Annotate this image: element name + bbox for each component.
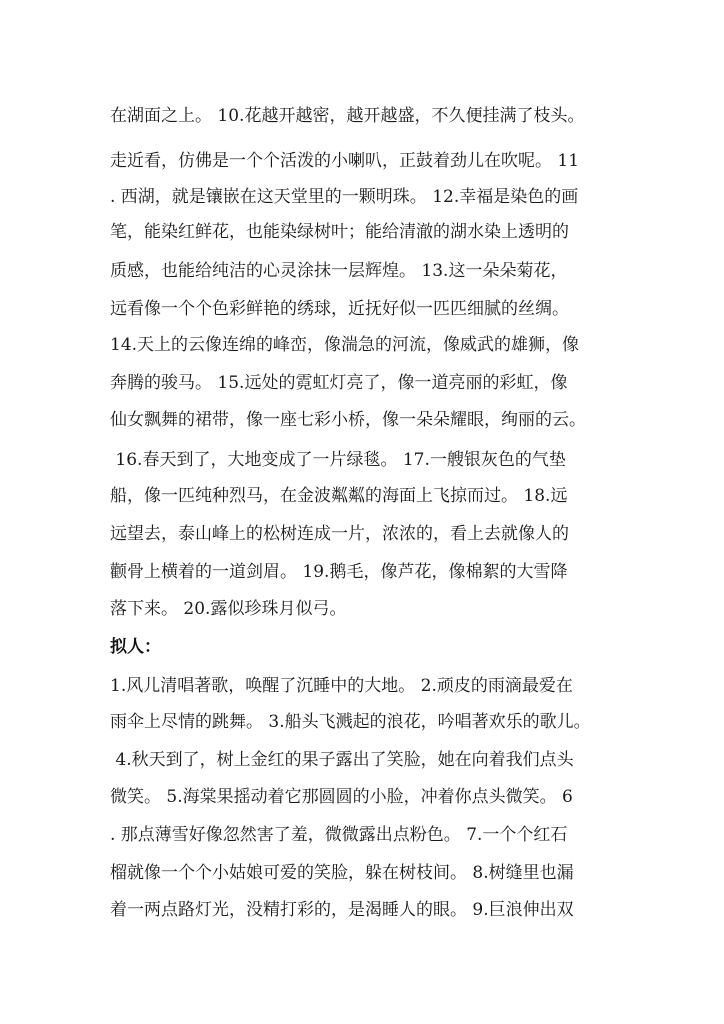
text-line: 在湖面之上。 10.花越开越密，越开越盛，不久便挂满了枝头。 <box>110 106 585 126</box>
text-line: 榴就像一个个小姑娘可爱的笑脸，躲在树枝间。 8.树缝里也漏 <box>110 863 574 883</box>
text-line: 着一两点路灯光，没精打彩的，是渴睡人的眼。 9.巨浪伸出双 <box>110 900 574 920</box>
text-line: 16.春天到了，大地变成了一片绿毯。 17.一艘银灰色的气垫 <box>110 450 566 470</box>
text-line: 仙女飘舞的裙带，像一座七彩小桥，像一朵朵耀眼，绚丽的云。 <box>110 410 586 430</box>
text-line: 1.风儿清唱著歌，唤醒了沉睡中的大地。 2.顽皮的雨滴最爱在 <box>110 676 573 696</box>
text-line: 质感，也能给纯洁的心灵涂抹一层辉煌。 13.这一朵朵菊花， <box>110 261 568 281</box>
text-line: 4.秋天到了，树上金红的果子露出了笑脸，她在向着我们点头 <box>110 750 574 770</box>
text-line: 雨伞上尽情的跳舞。 3.船头飞溅起的浪花，吟唱著欢乐的歌儿。 <box>110 712 591 732</box>
text-line: 14.天上的云像连绵的峰峦，像湍急的河流，像威武的雄狮，像 <box>110 335 580 355</box>
text-line: . 西湖，就是镶嵌在这天堂里的一颗明珠。 12.幸福是染色的画 <box>110 187 579 207</box>
text-line: 微笑。 5.海棠果摇动着它那圆圆的小脸，冲着你点头微笑。 6 <box>110 787 573 807</box>
text-line: 笔，能染红鲜花，也能染绿树叶；能给清澈的湖水染上透明的 <box>110 222 569 242</box>
text-line: 远看像一个个色彩鲜艳的绣球，近抚好似一匹匹细腻的丝绸。 <box>110 299 569 319</box>
section-heading-personification: 拟人： <box>110 637 161 657</box>
text-line: . 那点薄雪好像忽然害了羞，微微露出点粉色。 7.一个个红石 <box>110 825 568 845</box>
text-line: 落下来。 20.露似珍珠月似弓。 <box>110 599 347 619</box>
text-line: 船，像一匹纯种烈马，在金波粼粼的海面上飞掠而过。 18.远 <box>110 486 568 506</box>
text-line: 走近看，仿佛是一个个活泼的小喇叭，正鼓着劲儿在吹呢。 11 <box>110 151 580 171</box>
text-line: 颧骨上横着的一道剑眉。 19.鹅毛，像芦花，像棉絮的大雪降 <box>110 562 568 582</box>
text-line: 奔腾的骏马。 15.远处的霓虹灯亮了，像一道亮丽的彩虹，像 <box>110 373 568 393</box>
text-line: 远望去，泰山峰上的松树连成一片，浓浓的，看上去就像人的 <box>110 524 569 544</box>
